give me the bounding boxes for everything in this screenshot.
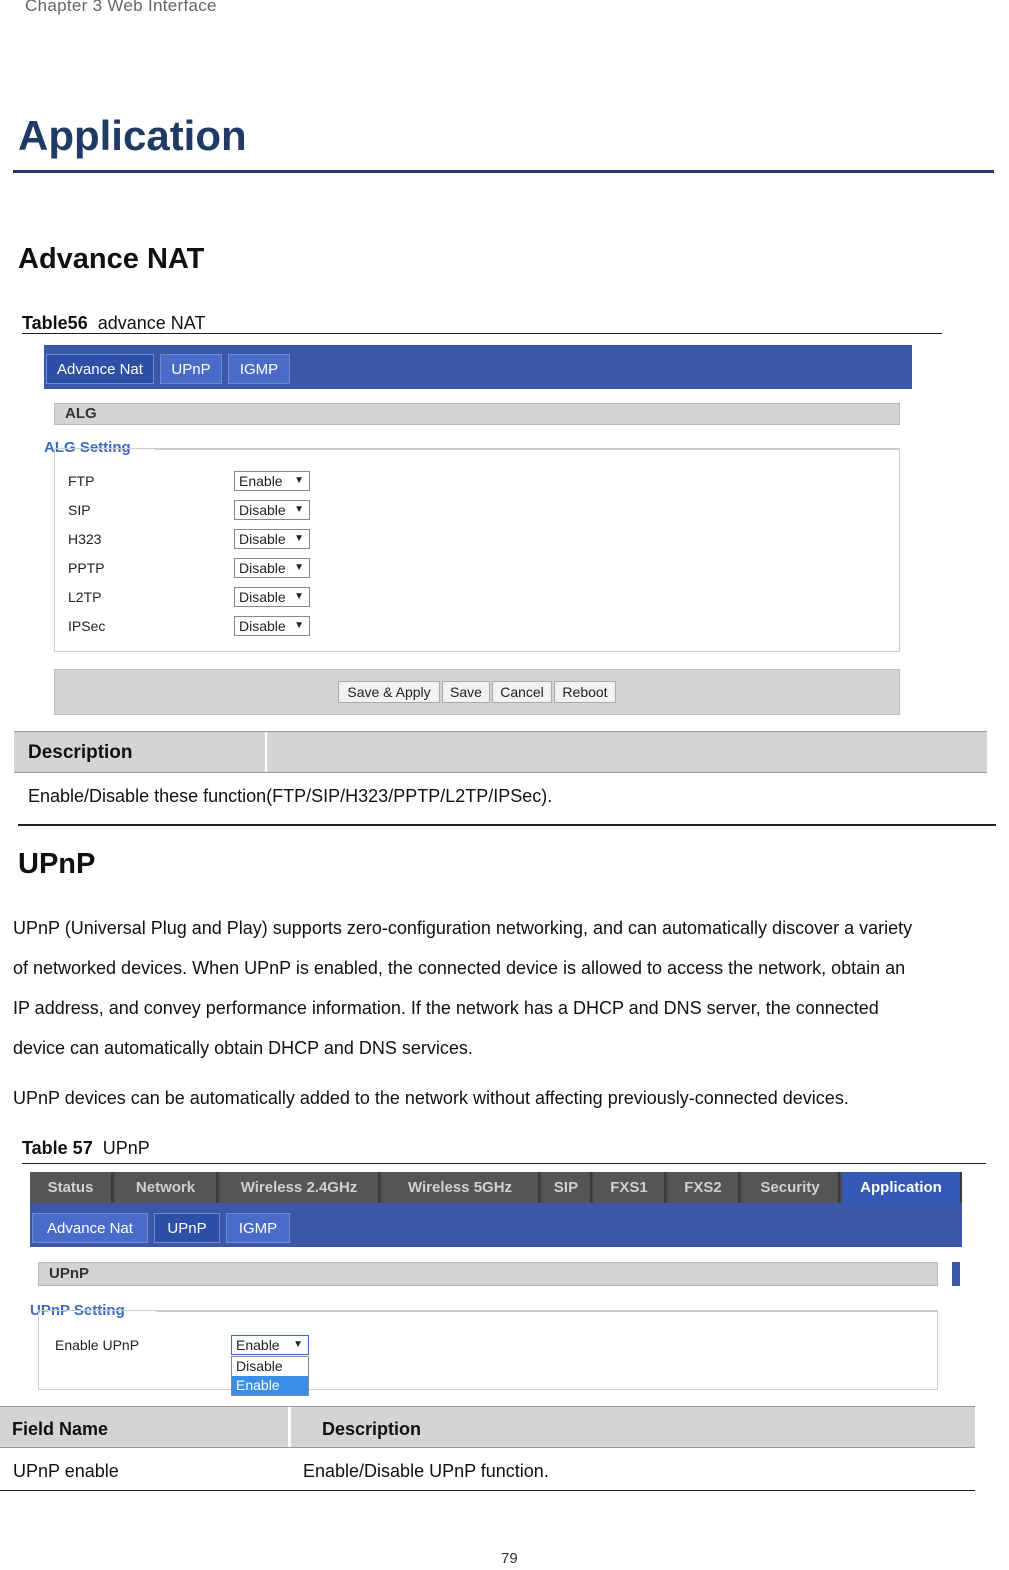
option-enable[interactable]: Enable [232,1376,308,1395]
table56-description: Enable/Disable these function(FTP/SIP/H323/PPTP/L2TP/IPSec). [28,786,553,806]
h323-select[interactable] [234,529,310,549]
nav-network[interactable]: Network [115,1172,218,1203]
alg-fieldset [54,448,900,652]
button-bar [54,669,900,715]
tab-igmp[interactable]: IGMP [228,354,290,384]
caption-text: advance NAT [97,313,206,333]
nav-sip[interactable]: SIP [542,1172,592,1203]
page-number: 79 [501,1550,518,1567]
upnp-paragraph [13,908,1009,1068]
tab-advance-nat[interactable]: Advance Nat [32,1213,148,1243]
paragraph-line: UPnP (Universal Plug and Play) supports zero-configuration networking, and can automatically discover a variety [13,918,913,938]
h323-value: Disable [239,531,286,547]
tab-bar [44,345,912,389]
upnp-setting-legend: UPnP Setting [30,1302,135,1319]
h323-label: H323 [68,531,102,547]
paragraph-line: of networked devices. When UPnP is enabled, the connected device is allowed to access the network, obtain an [13,958,906,978]
table57-bottom-rule [0,1490,975,1491]
tab-igmp[interactable]: IGMP [226,1213,290,1243]
chevron-down-icon: ▼ [294,562,304,573]
pptp-value: Disable [239,560,286,576]
sip-select[interactable] [234,500,310,520]
scrollbar[interactable] [952,1262,960,1286]
upnp-paragraph-2: UPnP devices can be automatically added to the network without affecting previously-connected devices. [13,1088,849,1108]
sip-label: SIP [68,502,91,518]
tab-advance-nat[interactable]: Advance Nat [46,354,154,384]
ipsec-value: Disable [239,618,286,634]
advance-nat-screenshot [44,345,912,720]
nav-fxs2[interactable]: FXS2 [668,1172,740,1203]
table57-header [0,1406,975,1448]
nav-security[interactable]: Security [742,1172,840,1203]
top-nav [30,1172,962,1203]
nav-wireless-5[interactable]: Wireless 5GHz [382,1172,540,1203]
nav-fxs1[interactable]: FXS1 [594,1172,666,1203]
table56-header [14,731,987,773]
caption-rule [22,333,942,334]
save-apply-button[interactable]: Save & Apply [338,681,440,703]
table57-caption [22,1138,150,1159]
chevron-down-icon: ▼ [294,620,304,631]
description-header: Description [28,742,133,763]
header-divider [288,1407,291,1447]
pptp-select[interactable] [234,558,310,578]
chevron-down-icon: ▼ [294,504,304,515]
nav-status[interactable]: Status [30,1172,113,1203]
chevron-down-icon: ▼ [294,591,304,602]
upnp-enable-name: UPnP enable [13,1461,119,1481]
pptp-label: PPTP [68,560,105,576]
table56-bottom-rule [18,824,996,826]
ipsec-label: IPSec [68,618,106,634]
ftp-select[interactable] [234,471,310,491]
alg-setting-legend: ALG Setting [44,439,141,456]
save-button[interactable]: Save [442,681,490,703]
ftp-label: FTP [68,473,95,489]
option-disable[interactable]: Disable [236,1358,283,1374]
tab-upnp[interactable]: UPnP [154,1213,220,1243]
upnp-enable-description: Enable/Disable UPnP function. [303,1461,549,1481]
caption-rule [22,1163,986,1164]
caption-number: Table 57 [22,1138,93,1158]
sip-value: Disable [239,502,286,518]
enable-upnp-select[interactable] [231,1335,309,1355]
nav-wireless-24[interactable]: Wireless 2.4GHz [220,1172,380,1203]
ipsec-select[interactable] [234,616,310,636]
chevron-down-icon: ▼ [293,1339,303,1350]
enable-upnp-dropdown[interactable] [231,1356,309,1396]
tab-bar [30,1203,962,1247]
upnp-section-header: UPnP [38,1262,938,1286]
enable-upnp-value: Enable [236,1337,280,1353]
ftp-value: Enable [239,473,283,489]
enable-upnp-label: Enable UPnP [55,1337,140,1353]
upnp-heading: UPnP [18,848,96,880]
nav-application[interactable]: Application [842,1172,962,1203]
chevron-down-icon: ▼ [294,475,304,486]
reboot-button[interactable]: Reboot [554,681,616,703]
alg-section-header: ALG [54,403,900,425]
paragraph-line: IP address, and convey performance information. If the network has a DHCP and DNS server, the connected [13,998,879,1018]
title-divider [13,170,994,173]
l2tp-select[interactable] [234,587,310,607]
table56-caption [22,313,205,334]
caption-number: Table56 [22,313,88,333]
header-divider [265,732,267,772]
field-name-header: Field Name [12,1419,109,1439]
advance-nat-heading: Advance NAT [18,243,205,275]
l2tp-value: Disable [239,589,286,605]
caption-text: UPnP [102,1138,150,1158]
chevron-down-icon: ▼ [294,533,304,544]
chapter-header: Chapter 3 Web Interface [25,0,217,15]
upnp-screenshot [30,1172,962,1398]
upnp-fieldset [38,1310,938,1390]
cancel-button[interactable]: Cancel [492,681,552,703]
l2tp-label: L2TP [68,589,102,605]
paragraph-line: device can automatically obtain DHCP and DNS services. [13,1038,473,1058]
tab-upnp[interactable]: UPnP [160,354,222,384]
page-title: Application [18,112,247,159]
description-header: Description [322,1419,422,1439]
